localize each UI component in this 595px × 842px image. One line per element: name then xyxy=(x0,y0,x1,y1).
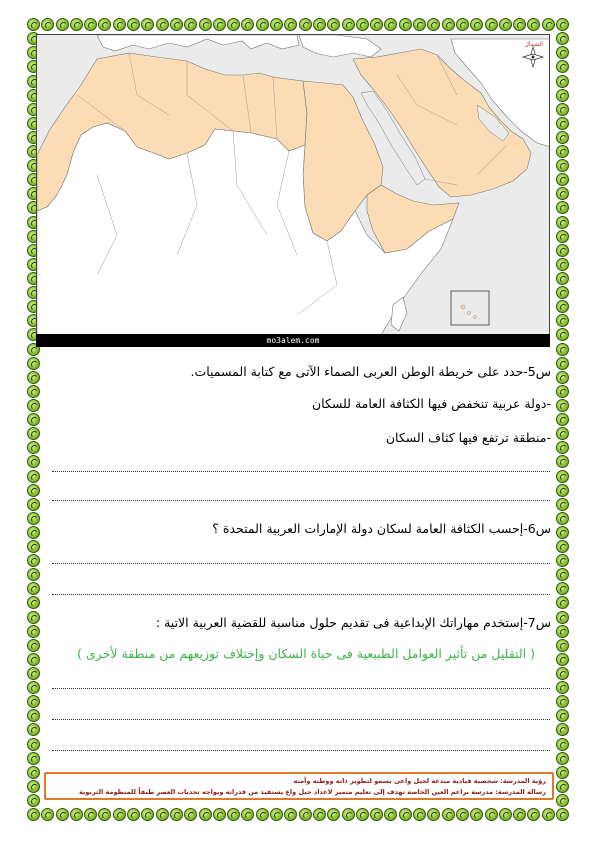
globe-border-icon xyxy=(284,808,297,821)
globe-border-icon xyxy=(556,780,569,793)
globe-border-icon xyxy=(27,752,40,765)
globe-border-icon xyxy=(184,808,197,821)
globe-border-icon xyxy=(399,18,412,31)
globe-border-icon xyxy=(141,18,154,31)
question-5: س5-حدد على خريطة الوطن العربى الصماء الآتى مع كتابة المسميات. xyxy=(190,364,551,379)
answer-line[interactable] xyxy=(52,718,550,720)
comoros-island xyxy=(474,316,477,319)
globe-border-icon xyxy=(556,314,569,327)
globe-border-icon xyxy=(556,89,569,102)
globe-border-icon xyxy=(556,695,569,708)
globe-border-icon xyxy=(556,131,569,144)
globe-border-icon xyxy=(470,808,483,821)
globe-border-icon xyxy=(227,808,240,821)
globe-border-icon xyxy=(442,18,455,31)
globe-border-icon xyxy=(556,159,569,172)
globe-border-icon xyxy=(370,18,383,31)
globe-border-icon xyxy=(499,18,512,31)
school-vision: رؤية المدرسة: شخصية قيادية مبدعة لجيل واعى يسمو لتطوير ذاته ووطنه وأمته xyxy=(293,777,546,785)
globe-border-icon xyxy=(27,470,40,483)
globe-border-icon xyxy=(56,18,69,31)
globe-border-icon xyxy=(27,455,40,468)
map-source-footer: mo3alem.com xyxy=(36,334,550,347)
globe-border-icon xyxy=(456,808,469,821)
globe-border-icon xyxy=(27,385,40,398)
globe-border-icon xyxy=(556,766,569,779)
globe-border-icon xyxy=(556,568,569,581)
answer-line[interactable] xyxy=(52,562,550,564)
globe-border-icon xyxy=(556,639,569,652)
compass-label: الشمال xyxy=(524,41,543,48)
globe-border-icon xyxy=(556,230,569,243)
globe-border-icon xyxy=(27,667,40,680)
globe-border-icon xyxy=(556,752,569,765)
map-svg xyxy=(37,35,550,335)
question-5-part-b: -منطقة ترتفع فيها كثاف السكان xyxy=(385,430,551,445)
globe-border-icon xyxy=(27,723,40,736)
globe-border-icon xyxy=(384,18,397,31)
globe-border-icon xyxy=(27,709,40,722)
question-7-topic: ( التقليل من تأثير العوامل الطبيعية فى حياة السكان وإختلاف توزيعهم من منطقة لأخرى ) xyxy=(77,646,535,661)
globe-border-icon xyxy=(27,695,40,708)
globe-border-icon xyxy=(41,808,54,821)
globe-border-icon xyxy=(27,568,40,581)
globe-border-icon xyxy=(413,808,426,821)
globe-border-icon xyxy=(342,808,355,821)
globe-border-icon xyxy=(27,540,40,553)
globe-border-icon xyxy=(113,808,126,821)
globe-border-icon xyxy=(527,18,540,31)
question-7: س7-إستخدم مهاراتك الإبداعية فى تقديم حلول مناسبة للقضية العربية الاتية : xyxy=(155,615,551,630)
globe-border-icon xyxy=(556,498,569,511)
globe-border-icon xyxy=(556,540,569,553)
globe-border-icon xyxy=(556,18,569,31)
answer-line[interactable] xyxy=(52,470,550,472)
globe-border-icon xyxy=(556,441,569,454)
globe-border-icon xyxy=(27,596,40,609)
globe-border-icon xyxy=(27,639,40,652)
globe-border-icon xyxy=(27,582,40,595)
globe-border-icon xyxy=(270,808,283,821)
globe-border-icon xyxy=(556,413,569,426)
globe-border-icon xyxy=(556,625,569,638)
globe-border-icon xyxy=(556,681,569,694)
globe-border-icon xyxy=(556,187,569,200)
globe-border-icon xyxy=(556,357,569,370)
answer-line[interactable] xyxy=(52,749,550,751)
globe-border-icon xyxy=(27,427,40,440)
globe-border-icon xyxy=(299,18,312,31)
globe-border-icon xyxy=(84,808,97,821)
globe-border-icon xyxy=(556,427,569,440)
globe-border-icon xyxy=(556,258,569,271)
globe-border-icon xyxy=(27,441,40,454)
globe-border-icon xyxy=(499,808,512,821)
globe-border-icon xyxy=(556,300,569,313)
globe-border-icon xyxy=(113,18,126,31)
globe-border-icon xyxy=(427,808,440,821)
globe-border-icon xyxy=(141,808,154,821)
globe-border-icon xyxy=(27,371,40,384)
globe-border-icon xyxy=(427,18,440,31)
globe-border-icon xyxy=(127,18,140,31)
globe-border-icon xyxy=(127,808,140,821)
globe-border-icon xyxy=(156,18,169,31)
globe-border-icon xyxy=(270,18,283,31)
globe-border-icon xyxy=(556,103,569,116)
globe-border-icon xyxy=(27,681,40,694)
globe-border-icon xyxy=(27,611,40,624)
globe-border-icon xyxy=(556,343,569,356)
school-vision-mission-box xyxy=(44,772,554,800)
globe-border-icon xyxy=(556,455,569,468)
globe-border-icon xyxy=(370,808,383,821)
globe-border-icon xyxy=(556,709,569,722)
globe-border-icon xyxy=(556,526,569,539)
school-mission: رسالة المدرسة: مدرسة براعم العين الخاصة تهدف إلى تعليم متميز لاعداد جيل واع يستفيد من قدراته ويواجه تحديات العصر طبقاً للمنظومة التربوية xyxy=(78,788,546,796)
globe-border-icon xyxy=(556,596,569,609)
globe-border-icon xyxy=(556,272,569,285)
answer-line[interactable] xyxy=(52,593,550,595)
globe-border-icon xyxy=(556,201,569,214)
globe-border-icon xyxy=(542,18,555,31)
globe-border-icon xyxy=(556,60,569,73)
globe-border-icon xyxy=(413,18,426,31)
globe-border-icon xyxy=(284,18,297,31)
globe-border-icon xyxy=(470,18,483,31)
question-6: س6-إحسب الكثافة العامة لسكان دولة الإمارات العربية المتحدة ؟ xyxy=(212,521,551,536)
globe-border-icon xyxy=(456,18,469,31)
globe-border-icon xyxy=(241,808,254,821)
globe-border-icon xyxy=(556,244,569,257)
globe-border-icon xyxy=(27,554,40,567)
answer-line[interactable] xyxy=(52,499,550,501)
globe-border-icon xyxy=(156,808,169,821)
globe-border-icon xyxy=(27,653,40,666)
globe-border-icon xyxy=(556,582,569,595)
globe-border-icon xyxy=(84,18,97,31)
globe-border-icon xyxy=(184,18,197,31)
globe-border-icon xyxy=(556,723,569,736)
globe-border-icon xyxy=(556,808,569,821)
globe-border-icon xyxy=(170,808,183,821)
globe-border-icon xyxy=(342,18,355,31)
globe-border-icon xyxy=(227,18,240,31)
globe-border-icon xyxy=(27,808,40,821)
globe-border-icon xyxy=(27,498,40,511)
globe-border-icon xyxy=(527,808,540,821)
globe-border-icon xyxy=(513,808,526,821)
globe-border-icon xyxy=(213,18,226,31)
globe-border-icon xyxy=(70,808,83,821)
globe-border-icon xyxy=(384,808,397,821)
answer-line[interactable] xyxy=(52,687,550,689)
globe-border-icon xyxy=(27,484,40,497)
globe-border-icon xyxy=(27,766,40,779)
globe-border-icon xyxy=(256,18,269,31)
globe-border-icon xyxy=(313,808,326,821)
globe-border-icon xyxy=(513,18,526,31)
globe-border-icon xyxy=(442,808,455,821)
globe-border-icon xyxy=(27,738,40,751)
globe-border-icon xyxy=(27,399,40,412)
globe-border-icon xyxy=(556,794,569,807)
globe-border-icon xyxy=(27,625,40,638)
question-5-part-a: -دولة عربية تنخفض فيها الكثافة العامة للسكان xyxy=(312,396,551,411)
globe-border-icon xyxy=(356,808,369,821)
globe-border-icon xyxy=(27,413,40,426)
globe-border-icon xyxy=(70,18,83,31)
globe-border-icon xyxy=(556,328,569,341)
globe-border-icon xyxy=(556,611,569,624)
globe-border-icon xyxy=(327,18,340,31)
globe-border-icon xyxy=(556,385,569,398)
globe-border-icon xyxy=(213,808,226,821)
globe-border-icon xyxy=(27,18,40,31)
globe-border-icon xyxy=(556,484,569,497)
globe-border-icon xyxy=(556,399,569,412)
globe-border-icon xyxy=(556,46,569,59)
globe-border-icon xyxy=(556,173,569,186)
globe-border-icon xyxy=(56,808,69,821)
globe-border-icon xyxy=(556,145,569,158)
globe-border-icon xyxy=(27,794,40,807)
globe-border-icon xyxy=(485,808,498,821)
globe-border-icon xyxy=(556,738,569,751)
globe-border-icon xyxy=(241,18,254,31)
comoros-island xyxy=(468,312,471,315)
globe-border-icon xyxy=(556,371,569,384)
globe-border-icon xyxy=(27,357,40,370)
globe-border-icon xyxy=(556,554,569,567)
globe-border-icon xyxy=(556,667,569,680)
globe-border-icon xyxy=(399,808,412,821)
globe-border-icon xyxy=(98,18,111,31)
globe-border-icon xyxy=(556,216,569,229)
globe-border-icon xyxy=(199,18,212,31)
globe-border-icon xyxy=(256,808,269,821)
globe-border-icon xyxy=(542,808,555,821)
globe-border-icon xyxy=(313,18,326,31)
globe-border-icon xyxy=(327,808,340,821)
globe-border-icon xyxy=(556,117,569,130)
globe-border-icon xyxy=(556,75,569,88)
arab-world-blank-map xyxy=(36,34,550,347)
globe-border-icon xyxy=(556,512,569,525)
globe-border-icon xyxy=(27,512,40,525)
globe-border-icon xyxy=(556,470,569,483)
globe-border-icon xyxy=(556,286,569,299)
globe-border-icon xyxy=(356,18,369,31)
globe-border-icon xyxy=(485,18,498,31)
globe-border-icon xyxy=(98,808,111,821)
comoros-island xyxy=(461,305,465,309)
globe-border-icon xyxy=(41,18,54,31)
globe-border-icon xyxy=(199,808,212,821)
globe-border-icon xyxy=(556,653,569,666)
globe-border-icon xyxy=(27,526,40,539)
globe-border-icon xyxy=(299,808,312,821)
globe-border-icon xyxy=(170,18,183,31)
globe-border-icon xyxy=(556,32,569,45)
globe-border-icon xyxy=(27,780,40,793)
